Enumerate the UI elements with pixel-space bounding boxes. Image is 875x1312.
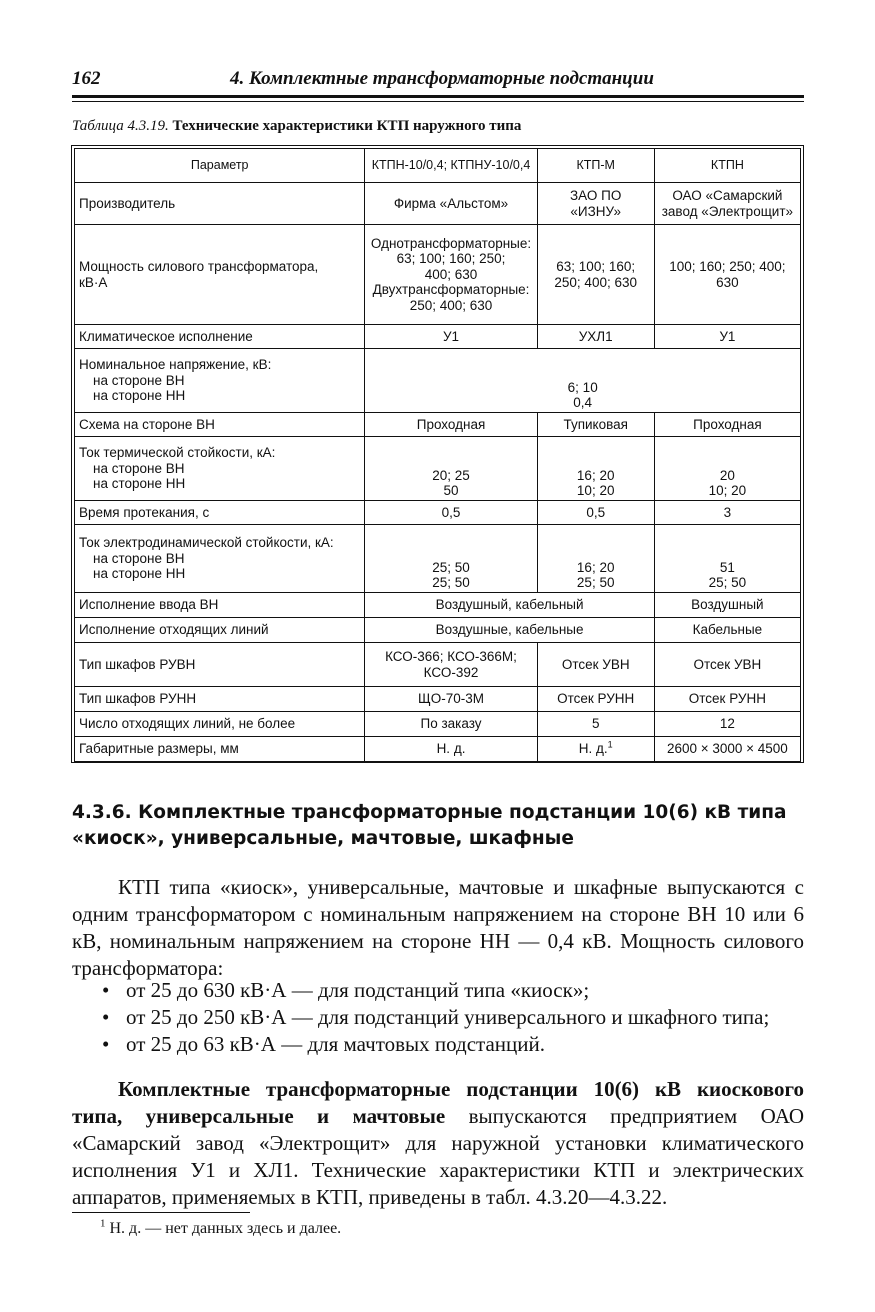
param-line: кВ·А <box>79 274 108 290</box>
footnote <box>100 1217 342 1238</box>
value-cell <box>654 183 800 225</box>
cell-line: 50 <box>443 483 459 499</box>
cell-text: Проходная <box>693 416 762 432</box>
column-header: КТПН <box>654 149 800 183</box>
param-cell <box>75 687 365 712</box>
param-text: Ток термической стойкости, кА: <box>79 445 276 461</box>
chapter-title: 4. Комплектные трансформаторные подстанции <box>230 68 654 89</box>
param-text: Тип шкафов РУНН <box>79 691 197 707</box>
cell-line: 25; 50 <box>432 575 470 591</box>
cell-line: КСО-366; КСО-366М; <box>385 648 517 664</box>
value-cell <box>365 643 537 687</box>
cell-line: 250; 400; 630 <box>554 274 637 290</box>
value-cell <box>654 618 800 643</box>
param-subline: на стороне НН <box>93 566 186 582</box>
value-cell <box>537 525 654 593</box>
section-heading-line1: 4.3.6. Комплектные трансформаторные подстанции 10(6) кВ типа <box>72 802 787 823</box>
table-row <box>75 618 801 643</box>
cell-text: 5 <box>591 716 600 732</box>
cell-text: Н. д. <box>436 741 466 757</box>
list-item <box>72 977 804 1004</box>
cell-line: «ИЗНУ» <box>570 203 621 219</box>
cell-text: Проходная <box>416 416 486 432</box>
cell-line: 20 <box>719 467 735 483</box>
column-header: Параметр <box>75 149 365 183</box>
cell-line: 51 <box>719 559 735 575</box>
param-cell <box>75 437 365 501</box>
param-cell <box>75 183 365 225</box>
cell-line: 63; 100; 160; <box>556 258 636 274</box>
cell-line: 20; 25 <box>432 467 470 483</box>
header-rule-thick <box>72 95 804 98</box>
footnote-text: Н. д. — нет данных здесь и далее. <box>105 1220 342 1237</box>
footnote-rule <box>72 1212 250 1213</box>
table-row <box>75 593 801 618</box>
list-item <box>72 1031 804 1058</box>
value-cell <box>365 687 537 712</box>
value-cell <box>365 437 537 501</box>
table-row <box>75 687 801 712</box>
value-cell <box>365 737 537 762</box>
value-cell <box>537 325 654 349</box>
param-subline: на стороне ВН <box>93 460 185 476</box>
param-subline: на стороне ВН <box>93 372 185 388</box>
param-text: Производитель <box>79 195 176 211</box>
cell-text: Отсек УВН <box>693 656 762 672</box>
cell-line: завод «Электрощит» <box>661 203 794 219</box>
table-row <box>75 525 801 593</box>
cell-text: 12 <box>719 716 735 732</box>
cell-line: 25; 50 <box>708 575 747 591</box>
param-subline: на стороне НН <box>93 388 186 404</box>
table-row <box>75 325 801 349</box>
param-subline: на стороне НН <box>93 476 186 492</box>
value-cell <box>365 325 537 349</box>
cell-line: 0,4 <box>573 395 593 411</box>
cell-text: 2600 × 3000 × 4500 <box>666 741 788 757</box>
value-cell <box>537 225 654 325</box>
caption-label: Таблица 4.3.19. <box>72 118 169 134</box>
cell-line: 400; 630 <box>424 266 478 282</box>
param-text: Исполнение отходящих линий <box>79 622 269 638</box>
paragraph-bold-lead: Комплектные трансформаторные подстанции 10(6) кВ киоскового типа, универсальные и мачтовые <box>72 1077 804 1128</box>
param-text: Ток электродинамической стойкости, кА: <box>79 535 334 551</box>
table-header-row <box>75 149 801 183</box>
value-cell <box>654 413 800 437</box>
cell-line: 25; 50 <box>432 559 470 575</box>
list-item <box>72 1004 804 1031</box>
param-cell <box>75 618 365 643</box>
value-cell <box>654 325 800 349</box>
cell-text: Отсек РУНН <box>557 691 635 707</box>
param-line: Мощность силового трансформатора, <box>79 258 319 274</box>
param-text: Схема на стороне ВН <box>79 416 215 432</box>
cell-line: 10; 20 <box>576 483 615 499</box>
table-row <box>75 349 801 413</box>
cell-text: По заказу <box>420 716 482 732</box>
cell-line: ОАО «Самарский <box>672 187 783 203</box>
cell-line: 25; 50 <box>576 575 615 591</box>
value-cell <box>365 183 537 225</box>
value-cell <box>537 413 654 437</box>
paragraph-intro: КТП типа «киоск», универсальные, мачтовые и шкафные выпускаются с одним трансформатором с номинальным напряжением на стороне ВН 10 или 6 кВ, номинальным напряжением на стороне НН — 0,4 кВ. Мощность силового трансформатора: <box>72 875 804 980</box>
bullet-text: от 25 до 250 кВ·А — для подстанций универсального и шкафного типа; <box>126 1005 770 1029</box>
bullet-list <box>72 977 804 1058</box>
table-row <box>75 437 801 501</box>
param-cell <box>75 737 365 762</box>
param-cell <box>75 643 365 687</box>
bullet-mark: • <box>102 1005 110 1029</box>
cell-text: Фирма «Альстом» <box>393 195 509 211</box>
param-subline: на стороне ВН <box>93 550 185 566</box>
cell-line: 6; 10 <box>567 379 598 395</box>
param-text: Число отходящих линий, не более <box>79 716 296 732</box>
table-row <box>75 712 801 737</box>
value-cell <box>654 593 800 618</box>
header-rule-thin <box>72 101 804 102</box>
cell-line: 16; 20 <box>576 467 615 483</box>
table-row <box>75 501 801 525</box>
value-cell-merged <box>365 618 654 643</box>
value-cell <box>654 737 800 762</box>
param-text: Габаритные размеры, мм <box>79 741 239 757</box>
spec-table <box>74 148 801 762</box>
cell-text: У1 <box>442 328 460 344</box>
table-row <box>75 413 801 437</box>
cell-text: УХЛ1 <box>578 328 613 344</box>
section-heading <box>72 800 804 852</box>
value-cell <box>365 712 537 737</box>
bullet-mark: • <box>102 978 110 1002</box>
cell-text: Н. д. <box>578 741 608 757</box>
cell-text: Тупиковая <box>563 416 628 432</box>
paragraph-rest: выпускаются предприятием ОАО «Самарский завод «Электрощит» для наружной установки климатического исполнения У1 и ХЛ1. Технические характеристики КТП и электрических аппаратов, применяемых в КТП, приведены в табл. 4.3.20—4.3.22. <box>72 1104 804 1209</box>
param-text: Номинальное напряжение, кВ: <box>79 357 272 373</box>
cell-line: КСО-392 <box>423 664 479 680</box>
value-cell <box>654 501 800 525</box>
footnote-mark: 1 <box>100 1217 106 1230</box>
table-row <box>75 225 801 325</box>
spec-table-frame <box>71 145 804 763</box>
bullet-text: от 25 до 63 кВ·А — для мачтовых подстанций. <box>126 1032 545 1056</box>
value-cell <box>537 643 654 687</box>
param-cell <box>75 501 365 525</box>
value-cell <box>537 687 654 712</box>
value-cell <box>654 225 800 325</box>
cell-line: 10; 20 <box>708 483 747 499</box>
cell-text: У1 <box>719 328 736 344</box>
cell-line: Однотрансформаторные: <box>370 235 532 251</box>
value-cell <box>654 437 800 501</box>
section-heading-line2: «киоск», универсальные, мачтовые, шкафные <box>72 828 574 849</box>
value-cell <box>654 712 800 737</box>
value-cell <box>537 183 654 225</box>
value-cell <box>365 501 537 525</box>
param-text: Тип шкафов РУВН <box>79 656 196 672</box>
column-header: КТП-М <box>537 149 654 183</box>
value-cell-merged <box>365 349 801 413</box>
param-text: Исполнение ввода ВН <box>79 597 219 613</box>
cell-text: Воздушный, кабельный <box>435 597 584 613</box>
paragraph-manufacturer <box>72 1076 804 1211</box>
cell-text: Отсек УВН <box>561 656 630 672</box>
cell-line: 63; 100; 160; 250; <box>396 251 506 267</box>
value-cell-merged <box>365 593 654 618</box>
cell-line: Двухтрансформаторные: <box>372 282 530 298</box>
param-text: Климатическое исполнение <box>79 328 253 344</box>
param-cell <box>75 525 365 593</box>
cell-line: 100; 160; 250; 400; <box>669 258 786 274</box>
param-cell <box>75 325 365 349</box>
column-header: КТПН-10/0,4; КТПНУ-10/0,4 <box>365 149 537 183</box>
cell-line: 16; 20 <box>576 559 615 575</box>
cell-text: Отсек РУНН <box>688 691 766 707</box>
param-cell <box>75 712 365 737</box>
table-row <box>75 183 801 225</box>
page-number: 162 <box>72 68 101 89</box>
param-text: Время протекания, с <box>79 504 210 520</box>
param-cell <box>75 593 365 618</box>
cell-text: Воздушный <box>691 597 764 613</box>
table-caption <box>72 118 804 135</box>
cell-line: 630 <box>716 274 739 290</box>
bullet-text: от 25 до 630 кВ·А — для подстанций типа «киоск»; <box>126 978 590 1002</box>
value-cell <box>654 643 800 687</box>
table-row <box>75 737 801 762</box>
param-cell <box>75 413 365 437</box>
bullet-mark: • <box>102 1032 110 1056</box>
value-cell <box>537 501 654 525</box>
cell-text: 3 <box>723 504 732 520</box>
param-cell <box>75 225 365 325</box>
cell-line: 250; 400; 630 <box>409 297 493 313</box>
cell-text: 0,5 <box>586 504 606 520</box>
value-cell <box>537 437 654 501</box>
param-cell <box>75 349 365 413</box>
table-row <box>75 643 801 687</box>
cell-line: ЗАО ПО <box>570 187 622 203</box>
cell-text: 0,5 <box>441 504 461 520</box>
value-cell <box>654 525 800 593</box>
cell-text: Кабельные <box>692 622 763 638</box>
cell-superscript: 1 <box>607 739 613 750</box>
value-cell <box>365 225 537 325</box>
caption-text: Технические характеристики КТП наружного типа <box>172 118 522 134</box>
running-header <box>72 66 804 94</box>
value-cell <box>537 737 654 762</box>
value-cell <box>365 413 537 437</box>
value-cell <box>365 525 537 593</box>
cell-text: ЩО-70-3М <box>418 691 484 707</box>
cell-text: Воздушные, кабельные <box>435 622 584 638</box>
value-cell <box>654 687 800 712</box>
value-cell <box>537 712 654 737</box>
